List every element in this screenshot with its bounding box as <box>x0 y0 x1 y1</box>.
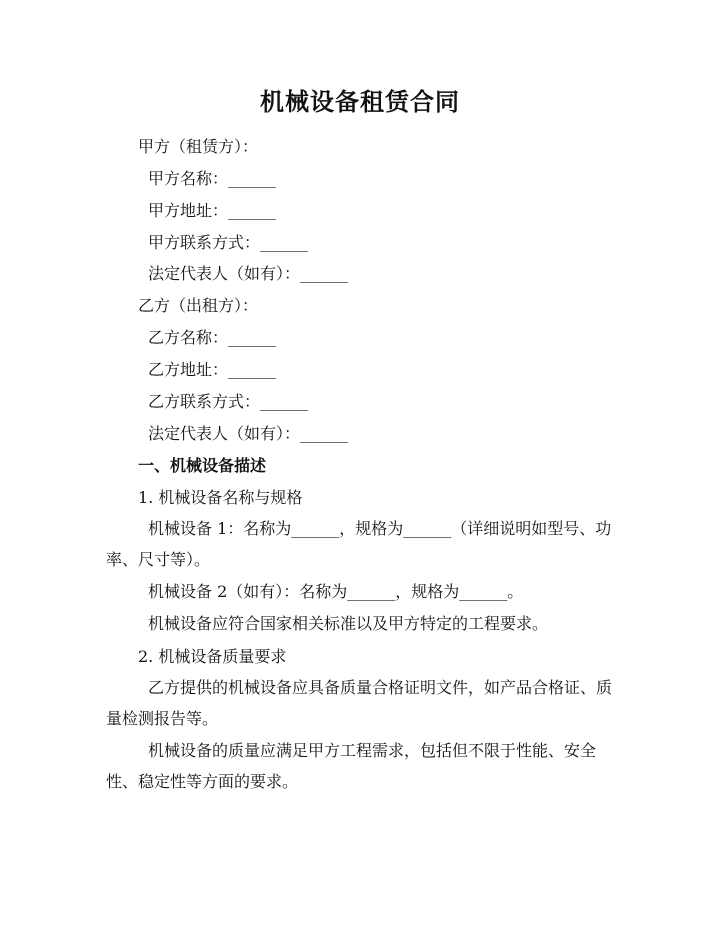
subsection-2-heading: 2. 机械设备质量要求 <box>138 647 287 666</box>
party-b-name: 乙方名称：______ <box>148 328 277 347</box>
equipment-standard-paragraph: 机械设备应符合国家相关标准以及甲方特定的工程要求。 <box>148 614 549 633</box>
party-b-address: 乙方地址：______ <box>148 360 277 379</box>
section-1-heading: 一、机械设备描述 <box>138 456 267 475</box>
party-a-heading: 甲方（租赁方）： <box>138 137 259 156</box>
equipment-2-paragraph: 机械设备 2（如有）：名称为______，规格为______。 <box>148 582 524 601</box>
quality-requirement-paragraph: 机械设备的质量应满足甲方工程需求，包括但不限于性能、安全性、稳定性等方面的要求。 <box>106 741 597 791</box>
quality-certificate-paragraph: 乙方提供的机械设备应具备质量合格证明文件，如产品合格证、质量检测报告等。 <box>106 678 613 728</box>
party-a-representative: 法定代表人（如有）：______ <box>148 264 349 283</box>
party-a-name: 甲方名称：______ <box>148 169 277 188</box>
party-b-representative: 法定代表人（如有）：______ <box>148 424 349 443</box>
party-b-contact: 乙方联系方式：______ <box>148 392 309 411</box>
party-b-heading: 乙方（出租方）： <box>138 296 259 315</box>
party-a-contact: 甲方联系方式：______ <box>148 233 309 252</box>
party-a-address: 甲方地址：______ <box>148 201 277 220</box>
equipment-1-paragraph: 机械设备 1：名称为______，规格为______（详细说明如型号、功率、尺寸等）。 <box>106 519 612 569</box>
document-title: 机械设备租赁合同 <box>260 87 460 116</box>
subsection-1-heading: 1. 机械设备名称与规格 <box>138 488 303 507</box>
